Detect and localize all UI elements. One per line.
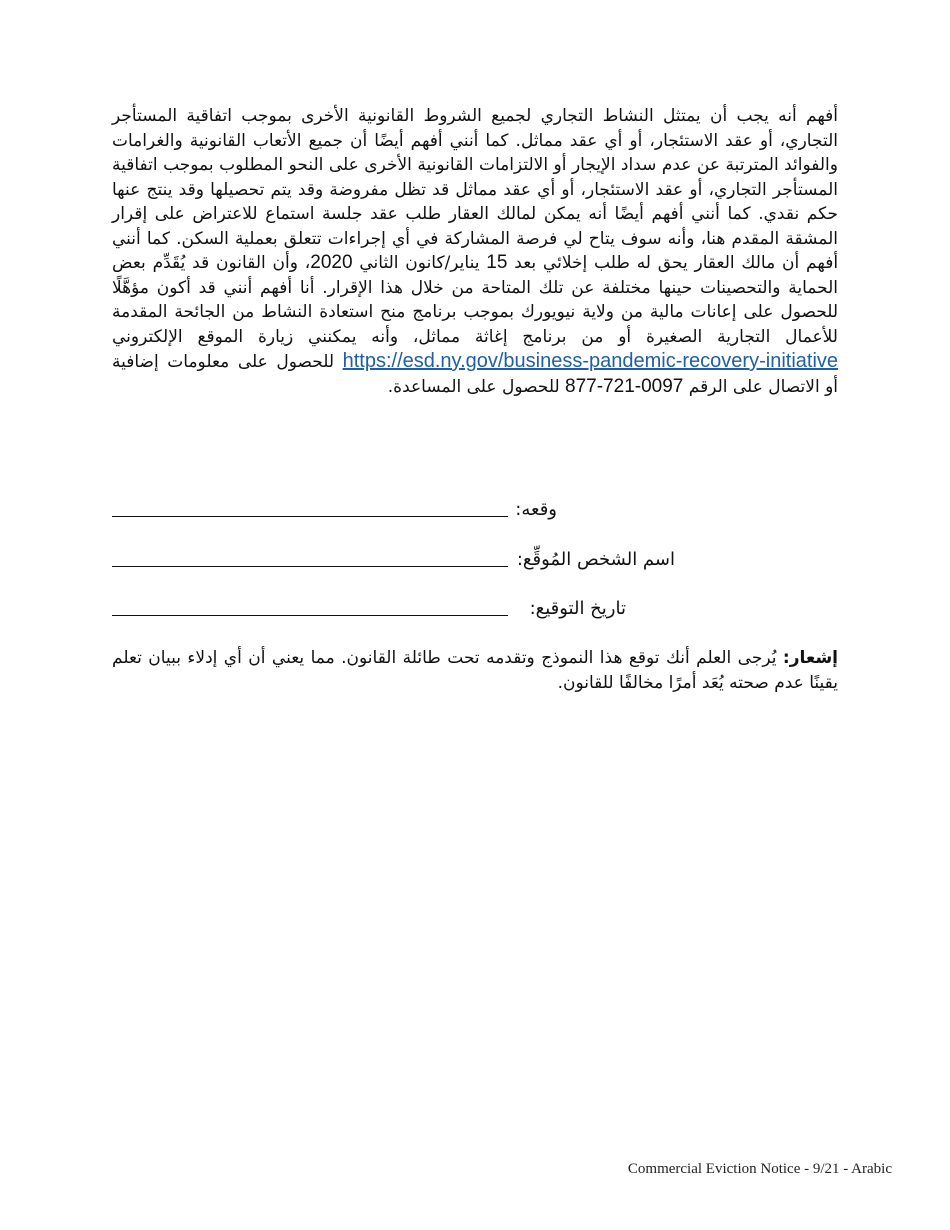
signature-date-line[interactable]	[112, 615, 508, 616]
paragraph-text-1: أفهم أنه يجب أن يمتثل النشاط التجاري لجميع الشروط القانونية الأخرى بموجب اتفاقية المستأجر التجاري، أو عقد الاستئجار، أو أي عقد مماثل. كما أنني أفهم أيضًا أن جميع الأتعاب القانونية والغرامات والفوائد المترتبة عن عدم سداد الإيجار أو الالتزامات القانونية الأخرى على النحو المطلوب بموجب اتفاقية المستأجر التجاري، أو عقد الاستئجار، أو أي عقد مماثل قد تظل مفروضة وقد يتم تحصيلها وقد ينتج عنها حكم نقدي. كما أنني أفهم أيضًا أنه يمكن لمالك العقار طلب عقد جلسة استماع للاعتراض على إقرار المشقة المقدم هنا، وأنه سوف يتاح لي فرصة المشاركة في أي إجراءات تتعلق بعملية السكن. كما أنني أفهم أن مالك العقار يحق له طلب إخلائي بعد	[112, 106, 839, 273]
signer-name-label: اسم الشخص المُوقِّع:	[516, 549, 675, 570]
signed-by-line[interactable]	[112, 516, 508, 517]
signature-date-row	[112, 597, 838, 627]
signature-date-label: تاريخ التوقيع:	[529, 598, 626, 619]
signed-by-row	[112, 498, 838, 528]
paragraph-text-3: ، وأن القانون قد يُقَدِّم بعض الحماية والتحصينات حينها مختلفة عن تلك المتاحة من خلال هذا الإقرار. أنا أفهم أنني قد أكون مؤهَّلًا للحصول على إعانات مالية من ولاية نيويورك بموجب برنامج منح استعادة النشاط من الجائحة المقدمة للأعمال التجارية الصغيرة أو من برنامج إغاثة مماثل، وأنه يمكنني زيارة الموقع الإلكتروني	[112, 253, 838, 347]
notice-text: يُرجى العلم أنك توقع هذا النموذج وتقدمه تحت طائلة القانون. مما يعني أن أي إدلاء ببيان تعلم يقينًا عدم صحته يُعَد أمرًا مخالفًا للقانون.	[112, 648, 838, 693]
page-footer: Commercial Eviction Notice - 9/21 - Arabic	[627, 1161, 892, 1177]
phone-number: 877-721-0097	[565, 375, 684, 397]
paragraph-text-2: يناير/كانون الثاني	[359, 253, 480, 273]
paragraph-text-4: للحصول على معلومات إضافية أو الاتصال على الرقم	[112, 352, 838, 397]
signer-name-line[interactable]	[112, 566, 508, 567]
notice-label: إشعار:	[782, 648, 838, 668]
signed-by-label: وقعه:	[515, 499, 557, 520]
legal-notice	[112, 646, 838, 696]
date-day: 15	[486, 252, 508, 273]
paragraph-text-5: للحصول على المساعدة.	[387, 376, 560, 397]
signer-name-row	[112, 548, 838, 578]
date-year: 2020	[310, 252, 353, 273]
declaration-paragraph	[112, 104, 838, 399]
recovery-initiative-link[interactable]: https://esd.ny.gov/business-pandemic-recovery-initiative	[342, 350, 839, 372]
